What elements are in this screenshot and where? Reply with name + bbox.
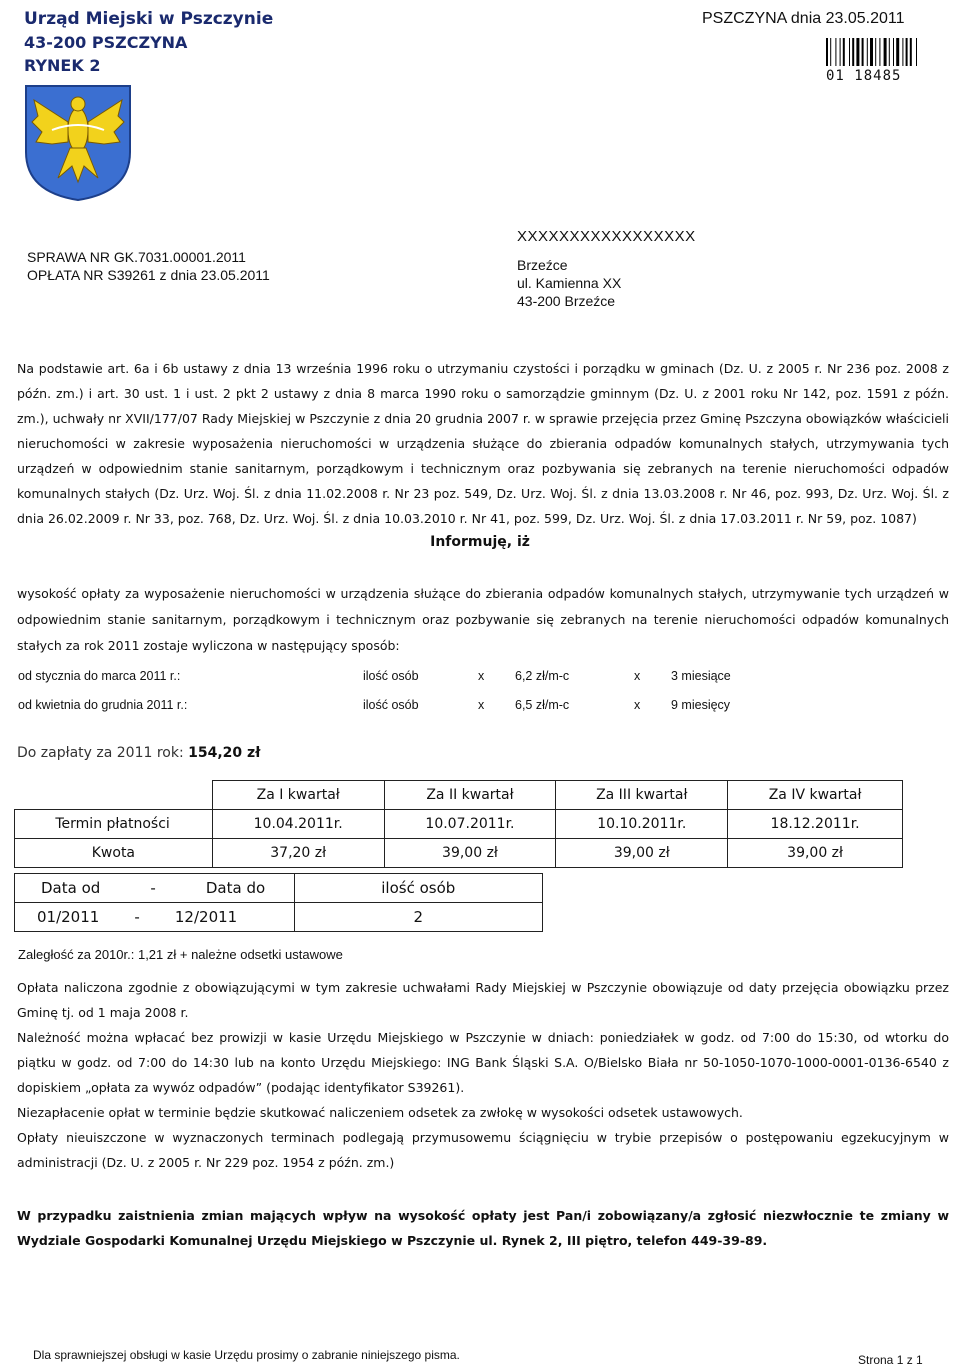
page-number: Strona 1 z 1 xyxy=(858,1353,923,1367)
notes-block xyxy=(17,975,949,1175)
case-info xyxy=(27,248,270,284)
calc-row-1-period: od stycznia do marca 2011 r.: xyxy=(18,669,181,683)
calc-row-2-x2: x xyxy=(634,698,641,712)
dash-value: - xyxy=(134,908,140,926)
persons-count-header: ilość osób xyxy=(294,874,542,903)
note-3: Niezapłacenie opłat w terminie będzie skutkować naliczeniem odsetek za zwłokę w wysokości odsetek ustawowych. xyxy=(17,1105,743,1120)
quarter-4-header: Za IV kwartał xyxy=(728,781,903,810)
quarter-1-due: 10.04.2011r. xyxy=(212,810,384,839)
quarter-1-header: Za I kwartał xyxy=(212,781,384,810)
persons-table xyxy=(14,873,543,932)
case-number: SPRAWA NR GK.7031.00001.2011 xyxy=(27,249,246,265)
calc-row-2-months: 9 miesięcy xyxy=(671,698,731,712)
quarter-2-due: 10.07.2011r. xyxy=(384,810,556,839)
place-date: PSZCZYNA dnia 23.05.2011 xyxy=(702,10,905,27)
arrears-note: Zaległość za 2010r.: 1,21 zł + należne odsetki ustawowe xyxy=(18,947,343,962)
quarter-4-amount: 39,00 zł xyxy=(728,839,903,868)
office-name: Urząd Miejski w Pszczynie xyxy=(24,9,274,29)
change-warning: W przypadku zaistnienia zmian mających wpływ na wysokość opłaty jest Pan/i zobowiązany/a zgłosić niezwłocznie te zmiany w Wydziale Gospodarki Komunalnej Urzędu Miejskiego w Pszczynie ul. Rynek 2, III piętro, telefon 449-39-89. xyxy=(17,1208,949,1248)
inform-heading: Informuję, iż xyxy=(430,534,530,550)
calc-intro: wysokość opłaty za wyposażenie nieruchomości w urządzenia służące do zbierania odpadów komunalnych stałych, utrzymywanie tych urządzeń w odpowiednim stanie sanitarnym, porządkowym i technicznym oraz pozbywanie się zebranych na terenie nieruchomości odpadów komunalnych stałych za rok 2011 zostaje wyliczona w następujący sposób: xyxy=(17,586,949,653)
quarter-1-amount: 37,20 zł xyxy=(212,839,384,868)
quarter-4-due: 18.12.2011r. xyxy=(728,810,903,839)
office-postal: 43-200 PSZCZYNA xyxy=(24,33,188,52)
payment-schedule-table xyxy=(14,780,903,868)
persons-period-header xyxy=(15,874,295,903)
due-date-row-header: Termin płatności xyxy=(15,810,213,839)
recipient-town: Brzeźce xyxy=(517,257,568,273)
calc-row-2-basis: ilość osób xyxy=(363,698,419,712)
quarter-3-due: 10.10.2011r. xyxy=(556,810,728,839)
calc-row-1-basis: ilość osób xyxy=(363,669,419,683)
quarter-2-header: Za II kwartał xyxy=(384,781,556,810)
dash: - xyxy=(150,879,156,897)
persons-period-value xyxy=(15,903,295,932)
note-4: Opłaty nieuiszczone w wyznaczonych terminach podlegają przymusowemu ściągnięciu w trybie przepisów o postępowaniu egzekucyjnym w administracji (Dz. U. z 2005 r. Nr 229 poz. 1954 z późn. zm.) xyxy=(17,1130,949,1170)
office-street: RYNEK 2 xyxy=(24,56,101,75)
fee-number: OPŁATA NR S39261 z dnia 23.05.2011 xyxy=(27,267,270,283)
footer-note: Dla sprawniejszej obsługi w kasie Urzędu prosimy o zabranie niniejszego pisma. xyxy=(33,1348,460,1362)
calc-row-1-months: 3 miesiące xyxy=(671,669,731,683)
from-label: Data od xyxy=(41,879,101,897)
to-value: 12/2011 xyxy=(174,908,238,926)
calc-row-1-x2: x xyxy=(634,669,641,683)
legal-basis: Na podstawie art. 6a i 6b ustawy z dnia 13 września 1996 roku o utrzymaniu czystości i porządku w gminach (Dz. U. z 2005 r. Nr 236 poz. 2008 z późn. zm.) i art. 30 ust. 1 i ust. 2 pkt 2 ustawy z dnia 8 marca 1990 roku o samorządzie gminnym (Dz. U. z 2001 roku Nr 142, poz. 1591 z późn. zm.), uchwały nr XVII/177/07 Rady Miejskiej w Pszczynie z dnia 20 grudnia 2007 r. w sprawie przejęcia przez Gminę Pszczyna obowiązków właścicieli nieruchomości w zakresie wyposażenia nieruchomości w urządzenia służące do zbierania odpadów komunalnych stałych, utrzymywania tych urządzeń w odpowiednim stanie sanitarnym, porządkowym i technicznym oraz pozbywania się zebranych na terenie nieruchomości odpadów komunalnych stałych (Dz. Urz. Woj. Śl. z dnia 11.02.2008 r. Nr 23 poz. 549, Dz. Urz. Woj. Śl. z dnia 13.03.2008 r. Nr 46, poz. 993, Dz. Urz. Woj. Śl. z dnia 26.02.2009 r. Nr 33, poz. 768, Dz. Urz. Woj. Śl. z dnia 10.03.2010 r. Nr 41, poz. 599, Dz. Urz. Woj. Śl. z dnia 17.03.2011 r. Nr 59, poz. 1087) xyxy=(17,361,949,526)
amount-due-label: Do zapłaty za 2011 rok: xyxy=(17,745,184,761)
note-2: Należność można wpłacać bez prowizji w kasie Urzędu Miejskiego w Pszczynie w dniach: poniedziałek w godz. od 7:00 do 15:30, od wtorku do piątku w godz. od 7:00 do 14:30 lub na konto Urzędu Miejskiego: ING Bank Śląski S.A. O/Bielsko Biała nr 50-1050-1070-1000-0001-0136-6540 z dopiskiem „opłata za wywóz odpadów” (podając identyfikator S39261). xyxy=(17,1030,949,1095)
barcode-icon xyxy=(826,38,942,66)
recipient-address xyxy=(517,228,696,310)
quarter-3-header: Za III kwartał xyxy=(556,781,728,810)
from-value: 01/2011 xyxy=(37,908,100,926)
recipient-name: XXXXXXXXXXXXXXXXX xyxy=(517,228,696,245)
amount-due-value: 154,20 zł xyxy=(188,745,261,761)
calc-row-1-x1: x xyxy=(478,669,485,683)
to-label: Data do xyxy=(205,879,266,897)
persons-count-value: 2 xyxy=(294,903,542,932)
calc-row-2-x1: x xyxy=(478,698,485,712)
coat-of-arms-icon xyxy=(22,82,134,202)
calc-row-2-rate: 6,5 zł/m-c xyxy=(515,698,570,712)
recipient-postal: 43-200 Brzeźce xyxy=(517,293,616,309)
recipient-street: ul. Kamienna XX xyxy=(517,275,622,291)
calc-row-1-rate: 6,2 zł/m-c xyxy=(515,669,570,683)
quarter-2-amount: 39,00 zł xyxy=(384,839,556,868)
table-corner xyxy=(15,781,213,810)
barcode-number: 01 18485 xyxy=(826,68,902,84)
note-1: Opłata naliczona zgodnie z obowiązującymi w tym zakresie uchwałami Rady Miejskiej w Pszczynie obowiązuje od daty przejęcia obowiązku przez Gminę tj. od 1 maja 2008 r. xyxy=(17,980,949,1020)
office-header xyxy=(24,8,273,77)
amount-row-header: Kwota xyxy=(15,839,213,868)
amount-due xyxy=(17,745,260,761)
calc-row-2-period: od kwietnia do grudnia 2011 r.: xyxy=(18,698,188,712)
quarter-3-amount: 39,00 zł xyxy=(556,839,728,868)
